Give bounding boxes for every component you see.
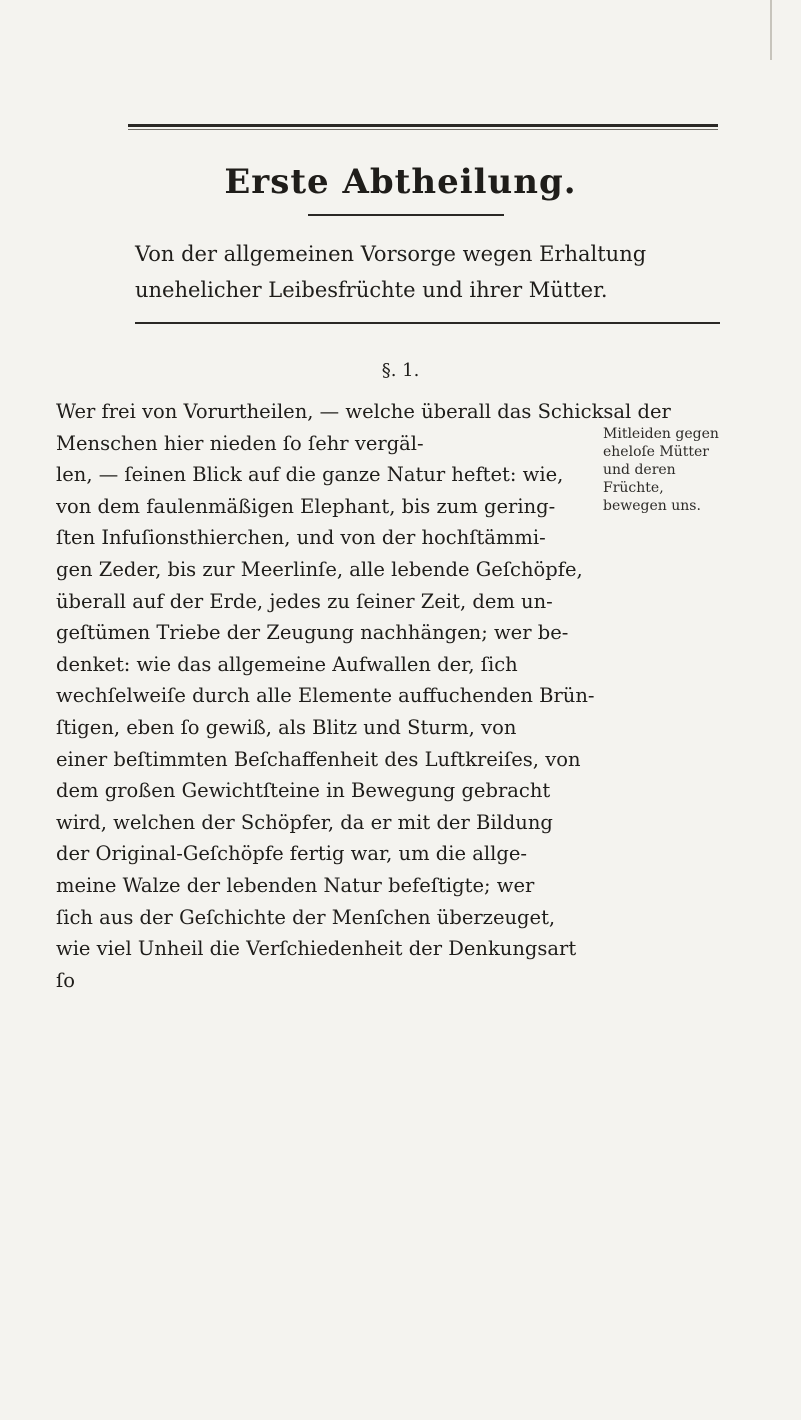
body-line: gen Zeder, bis zur Meerlinſe, alle lebende Geſchöpfe, — [56, 557, 583, 581]
page-edge-mark — [770, 0, 801, 60]
body-line: ſten Infuſionsthierchen, und von der hochſtämmi- — [56, 526, 546, 550]
body-line: geſtümen Triebe der Zeugung nachhängen; wer be- — [56, 621, 569, 645]
body-line: wechſelweiſe durch alle Elemente auffuchenden Brün- — [56, 684, 595, 708]
margin-note: Mitleiden gegen eheloſe Mütter und deren Früchte, bewegen uns. — [603, 426, 719, 514]
top-rule-thin — [128, 129, 718, 130]
body-line: meine Walze der lebenden Natur befeſtigte; wer — [56, 873, 535, 897]
title-rule — [308, 214, 504, 216]
section-subtitle: Von der allgemeinen Vorsorge wegen Erhaltung unehelicher Leibesfrüchte und ihrer Mütter. — [135, 242, 647, 302]
body-line: ſo — [56, 968, 75, 992]
body-line: Wer frei von Vorurtheilen, — welche überall das Schicksal der — [56, 400, 671, 423]
body-line: len, — ſeinen Blick auf die ganze Natur heftet: wie, — [56, 463, 564, 487]
body-line: wie viel Unheil die Verſchiedenheit der Denkungsart — [56, 937, 577, 961]
body-line: von dem faulenmäßigen Elephant, bis zum gering- — [56, 494, 556, 518]
body-line: Menschen hier nieden ſo ſehr vergäl- — [56, 431, 424, 455]
body-line: wird, welchen der Schöpfer, da er mit der Bildung — [56, 810, 553, 834]
body-line: einer beſtimmten Beſchaffenheit des Luftkreiſes, von — [56, 747, 581, 771]
body-line: ſich aus der Geſchichte der Menſchen überzeuget, — [56, 905, 556, 929]
top-rule — [128, 124, 718, 127]
subtitle-rule — [135, 322, 720, 324]
body-line: dem großen Gewichtſteine in Bewegung gebracht — [56, 779, 551, 803]
body-line: denket: wie das allgemeine Aufwallen der, ſich — [56, 652, 518, 676]
paragraph-number: §. 1. — [381, 360, 420, 381]
body-line: überall auf der Erde, jedes zu ſeiner Zeit, dem un- — [56, 589, 553, 613]
body-line: ſtigen, eben ſo gewiß, als Blitz und Sturm, von — [56, 715, 517, 739]
body-text — [56, 396, 701, 996]
body-line: der Original-Geſchöpfe fertig war, um die allge- — [56, 842, 527, 866]
section-title: Erste Abtheilung. — [224, 162, 577, 202]
